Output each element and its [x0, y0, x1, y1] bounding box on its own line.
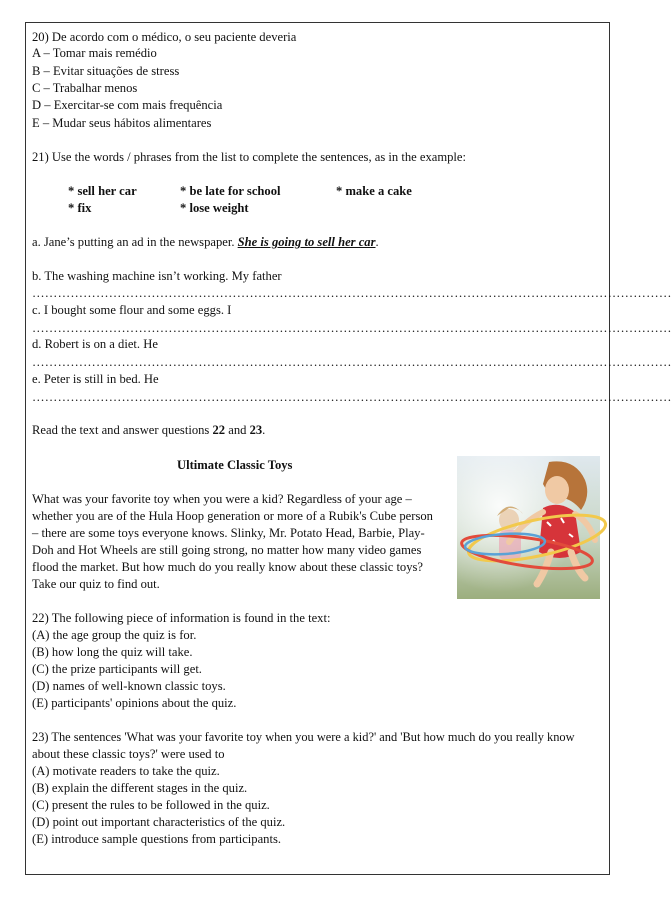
q23-option-c: (C) present the rules to be followed in the quiz. — [32, 798, 270, 812]
q20-option-a: A – Tomar mais remédio — [32, 46, 157, 60]
intro-text: Read the text and answer questions — [32, 423, 210, 437]
answer-line-c: …………………………………………………………………………………………………………………………………… — [32, 321, 672, 335]
reading-title: Ultimate Classic Toys — [177, 458, 293, 472]
q21-item-e: e. Peter is still in bed. He — [32, 372, 159, 386]
q21-example — [32, 234, 379, 250]
q23-question-line-1: 23) The sentences 'What was your favorite toy when you were a kid?' and 'But how much do you really know — [32, 730, 575, 744]
intro-q23: 23 — [249, 423, 263, 437]
q21-item-d: d. Robert is on a diet. He — [32, 337, 158, 351]
word-fix: * fix — [68, 201, 92, 215]
reading-intro — [32, 422, 265, 438]
q21-item-c: c. I bought some flour and some eggs. I — [32, 303, 232, 317]
q22-option-e: (E) participants' opinions about the quiz. — [32, 696, 237, 710]
q22-option-d: (D) names of well-known classic toys. — [32, 679, 226, 693]
q23-option-a: (A) motivate readers to take the quiz. — [32, 764, 220, 778]
q20-question: 20) De acordo com o médico, o seu paciente deveria — [32, 30, 297, 44]
word-sell-her-car: * sell her car — [68, 184, 137, 198]
q20-option-c: C – Trabalhar menos — [32, 81, 138, 95]
example-prefix: a. Jane’s putting an ad in the newspaper. — [32, 235, 235, 249]
example-answer: She is going to sell her car — [237, 235, 376, 249]
q20-option-b: B – Evitar situações de stress — [32, 64, 180, 78]
q22-option-b: (B) how long the quiz will take. — [32, 645, 193, 659]
q21-item-b: b. The washing machine isn’t working. My father — [32, 269, 282, 283]
q23-option-d: (D) point out important characteristics of the quiz. — [32, 815, 286, 829]
q21-instruction: 21) Use the words / phrases from the list to complete the sentences, as in the example: — [32, 150, 467, 164]
answer-line-e: …………………………………………………………………………………………………………………………………… — [32, 390, 672, 404]
answer-line-d: …………………………………………………………………………………………………………………………………… — [32, 355, 672, 369]
word-lose-weight: * lose weight — [180, 201, 249, 215]
q20-option-e: E – Mudar seus hábitos alimentares — [32, 116, 212, 130]
q20-option-d: D – Exercitar-se com mais frequência — [32, 98, 223, 112]
intro-and: and — [228, 423, 247, 437]
reading-line-4: Doh and Hot Wheels are still going strong, no matter how many video games — [32, 543, 422, 557]
q22-question: 22) The following piece of information is found in the text: — [32, 611, 331, 625]
hula-hoop-photo — [457, 456, 600, 599]
reading-line-2: whether you are of the Hula Hoop generation or more of a Rubik's Cube person — [32, 509, 433, 523]
q23-question-line-2: about these classic toys?' were used to — [32, 747, 225, 761]
intro-q22: 22 — [212, 423, 226, 437]
word-make-cake: * make a cake — [336, 184, 412, 198]
word-be-late: * be late for school — [180, 184, 281, 198]
q22-option-a: (A) the age group the quiz is for. — [32, 628, 197, 642]
q23-option-e: (E) introduce sample questions from participants. — [32, 832, 282, 846]
reading-line-3: – there are some toys everyone knows. Slinky, Mr. Potato Head, Barbie, Play- — [32, 526, 425, 540]
answer-line-b: …………………………………………………………………………………………………………………………………… — [32, 286, 672, 300]
example-suffix: . — [375, 235, 379, 249]
q23-option-b: (B) explain the different stages in the quiz. — [32, 781, 248, 795]
intro-end: . — [262, 423, 266, 437]
q22-option-c: (C) the prize participants will get. — [32, 662, 202, 676]
reading-line-1: What was your favorite toy when you were a kid? Regardless of your age – — [32, 492, 412, 506]
reading-line-6: Take our quiz to find out. — [32, 577, 160, 591]
reading-line-5: flood the market. But how much do you really know about these classic toys? — [32, 560, 424, 574]
